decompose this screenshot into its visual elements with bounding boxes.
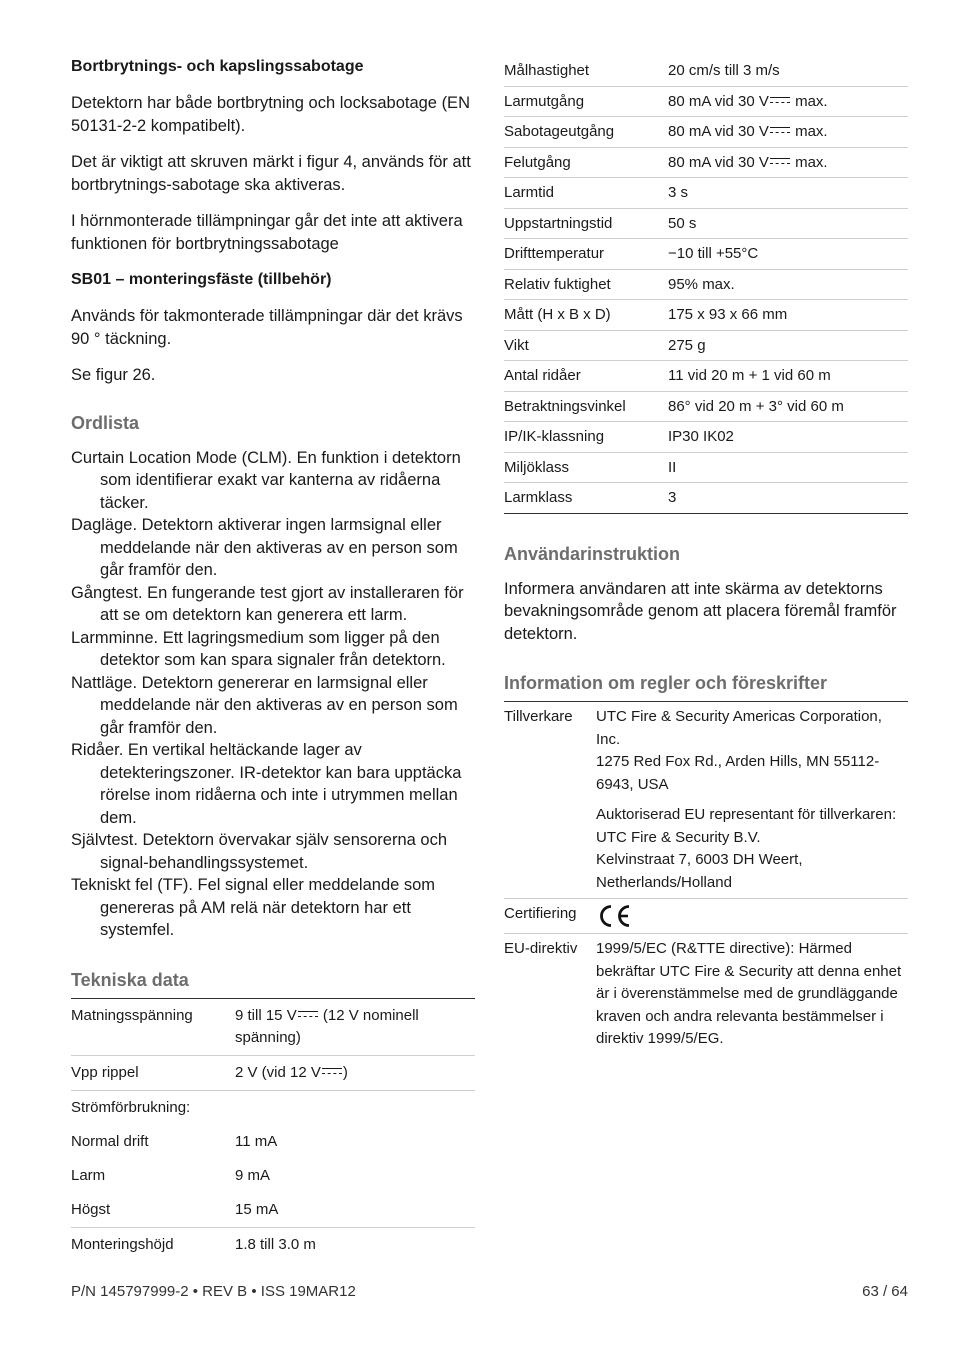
table-row bbox=[504, 147, 908, 178]
spec-label: Målhastighet bbox=[504, 58, 668, 86]
table-row bbox=[504, 86, 908, 117]
dc-symbol-icon bbox=[770, 126, 790, 135]
spec-value: II bbox=[668, 452, 908, 483]
glossary-item: Självtest. Detektorn övervakar själv sensorerna och signal-behandlingssystemet. bbox=[71, 831, 448, 872]
spec-value: IP30 IK02 bbox=[668, 422, 908, 453]
spec-label: Larmtid bbox=[504, 178, 668, 209]
spec-label: Larmklass bbox=[504, 483, 668, 514]
reg-value: UTC Fire & Security Americas Corporation, Inc. 1275 Red Fox Rd., Arden Hills, MN 55112-6943, USA bbox=[596, 708, 882, 793]
table-row bbox=[504, 239, 908, 270]
spec-value: 11 mA bbox=[235, 1132, 278, 1150]
spec-value: −10 till +55°C bbox=[668, 239, 908, 270]
spec-label: Strömförbrukning: bbox=[71, 1098, 191, 1116]
left-column bbox=[71, 56, 475, 1262]
reg-label: Certifiering bbox=[504, 899, 596, 934]
user-instruction-paragraph: Informera användaren att inte skärma av detektorns bevakningsområde genom att placera föremål framför detektorn. bbox=[504, 579, 897, 643]
spec-label: Matningsspänning bbox=[71, 999, 235, 1056]
spec-label: Sabotageutgång bbox=[504, 117, 668, 148]
glossary-item: Curtain Location Mode (CLM). En funktion i detektorn som identifierar exakt var kanterna av ridåerna täcker. bbox=[71, 448, 461, 512]
user-instruction-heading: Användarinstruktion bbox=[504, 543, 681, 564]
reg-label: Tillverkare bbox=[504, 708, 573, 725]
spec-label: Uppstartningstid bbox=[504, 208, 668, 239]
spec-value: 86° vid 20 m + 3° vid 60 m bbox=[668, 391, 908, 422]
sabotage-heading: Bortbrytnings- och kapslingssabotage bbox=[71, 58, 364, 75]
spec-value: 80 mA vid 30 V max. bbox=[668, 86, 908, 117]
reg-value: Auktoriserad EU representant för tillverkaren: UTC Fire & Security B.V. Kelvinstraat 7, 6003 DH Weert, Netherlands/Holland bbox=[596, 800, 908, 899]
spec-label: Normal drift bbox=[71, 1132, 149, 1150]
right-column bbox=[504, 58, 908, 1055]
table-row bbox=[504, 117, 908, 148]
spec-value: 50 s bbox=[668, 208, 908, 239]
tech-data-heading: Tekniska data bbox=[71, 968, 475, 999]
spec-value: 275 g bbox=[668, 330, 908, 361]
table-row bbox=[504, 208, 908, 239]
spec-value: 9 till 15 V (12 V nominell spänning) bbox=[235, 999, 475, 1056]
table-row bbox=[504, 934, 908, 1055]
spec-value: 2 V (vid 12 V ) bbox=[235, 1055, 475, 1090]
glossary-item: Nattläge. Detektorn genererar en larmsignal eller meddelande när den aktiveras av en person som går framför den. bbox=[71, 673, 458, 737]
ce-mark-icon bbox=[596, 903, 632, 929]
spec-label: Betraktningsvinkel bbox=[504, 391, 668, 422]
spec-value: 3 bbox=[668, 483, 908, 514]
sabotage-paragraph-3: I hörnmonterade tillämpningar går det inte att aktivera funktionen för bortbrytningssabotage bbox=[71, 212, 463, 253]
spec-label: Drifttemperatur bbox=[504, 239, 668, 270]
reg-value bbox=[596, 899, 908, 934]
spec-label: Monteringshöjd bbox=[71, 1235, 174, 1253]
glossary-item: Tekniskt fel (TF). Fel signal eller meddelande som genereras på AM relä när detektorn har ett systemfel. bbox=[71, 876, 436, 939]
spec-value: 1.8 till 3.0 m bbox=[235, 1235, 316, 1253]
dc-symbol-icon bbox=[770, 157, 790, 166]
spec-table bbox=[504, 58, 908, 514]
regulatory-table bbox=[504, 702, 908, 1055]
table-row bbox=[504, 391, 908, 422]
table-row bbox=[504, 800, 908, 899]
glossary-item: Gångtest. En fungerande test gjort av installeraren för att se om detektorn kan generera ett larm. bbox=[71, 583, 464, 624]
sabotage-paragraph-2: Det är viktigt att skruven märkt i figur 4, används för att bortbrytnings-sabotage ska aktiveras. bbox=[71, 153, 471, 194]
glossary-list bbox=[71, 447, 475, 942]
spec-label: Miljöklass bbox=[504, 452, 668, 483]
spec-label: Felutgång bbox=[504, 147, 668, 178]
table-row bbox=[504, 702, 908, 800]
spec-label: Antal ridåer bbox=[504, 361, 668, 392]
dc-symbol-icon bbox=[298, 1010, 318, 1019]
table-row bbox=[71, 1055, 475, 1090]
spec-value: 95% max. bbox=[668, 269, 908, 300]
table-row bbox=[71, 1227, 475, 1262]
table-row bbox=[504, 483, 908, 514]
glossary-item: Ridåer. En vertikal heltäckande lager av detekteringszoner. IR-detektor kan bara upptäcka rörelse inom ridåerna och inte i utrymmen mellan dem. bbox=[71, 741, 462, 827]
spec-value: 15 mA bbox=[235, 1193, 475, 1228]
spec-value: 175 x 93 x 66 mm bbox=[668, 300, 908, 331]
spec-value: 80 mA vid 30 V max. bbox=[668, 147, 908, 178]
sabotage-paragraph-1: Detektorn har både bortbrytning och locksabotage (EN 50131-2-2 kompatibelt). bbox=[71, 94, 470, 135]
spec-value: 20 cm/s till 3 m/s bbox=[668, 58, 908, 86]
spec-label: Mått (H x B x D) bbox=[504, 300, 668, 331]
tech-data-table bbox=[71, 999, 475, 1262]
spec-label: Högst bbox=[71, 1193, 235, 1228]
page-number: 63 / 64 bbox=[862, 1283, 908, 1300]
glossary-item: Dagläge. Detektorn aktiverar ingen larmsignal eller meddelande när den aktiveras av en person som går framför den. bbox=[71, 516, 458, 579]
table-row bbox=[71, 1193, 475, 1228]
table-row bbox=[504, 452, 908, 483]
table-row bbox=[71, 1125, 475, 1159]
dc-symbol-icon bbox=[770, 96, 790, 105]
spec-label: Larm bbox=[71, 1166, 106, 1184]
sb01-paragraph-1: Används för takmonterade tillämpningar där det krävs 90 ° täckning. bbox=[71, 307, 463, 348]
spec-label: IP/IK-klassning bbox=[504, 422, 668, 453]
reg-label: EU-direktiv bbox=[504, 940, 578, 957]
spec-value: 9 mA bbox=[235, 1166, 271, 1184]
sb01-paragraph-2: Se figur 26. bbox=[71, 366, 156, 384]
sb01-heading: SB01 – monteringsfäste (tillbehör) bbox=[71, 271, 332, 288]
table-row bbox=[504, 422, 908, 453]
table-row bbox=[71, 1090, 475, 1125]
glossary-heading: Ordlista bbox=[71, 412, 140, 433]
spec-label: Larmutgång bbox=[504, 86, 668, 117]
part-number: P/N 145797999-2 • REV B • ISS 19MAR12 bbox=[71, 1283, 356, 1300]
spec-label: Vpp rippel bbox=[71, 1055, 235, 1090]
spec-label: Vikt bbox=[504, 330, 668, 361]
table-row bbox=[504, 269, 908, 300]
spec-value: 3 s bbox=[668, 178, 908, 209]
table-row bbox=[504, 58, 908, 86]
spec-value: 80 mA vid 30 V max. bbox=[668, 117, 908, 148]
table-row bbox=[71, 1159, 475, 1193]
page-footer bbox=[71, 1283, 908, 1300]
table-row bbox=[504, 330, 908, 361]
dc-symbol-icon bbox=[322, 1067, 342, 1076]
glossary-item: Larmminne. Ett lagringsmedium som ligger på den detektor som kan spara signaler från detektorn. bbox=[71, 628, 446, 669]
spec-label: Relativ fuktighet bbox=[504, 269, 668, 300]
table-row bbox=[504, 300, 908, 331]
reg-value: 1999/5/EC (R&TTE directive): Härmed bekräftar UTC Fire & Security att denna enhet är i överenstämmelse med de grundläggande kraven och andra relevanta bestämmelser i direktiv 1999/5/EG. bbox=[596, 940, 902, 1047]
table-row bbox=[504, 178, 908, 209]
spec-value: 11 vid 20 m + 1 vid 60 m bbox=[668, 361, 908, 392]
table-row bbox=[504, 899, 908, 934]
table-row bbox=[504, 361, 908, 392]
table-row bbox=[71, 999, 475, 1056]
regulatory-heading: Information om regler och föreskrifter bbox=[504, 671, 908, 702]
